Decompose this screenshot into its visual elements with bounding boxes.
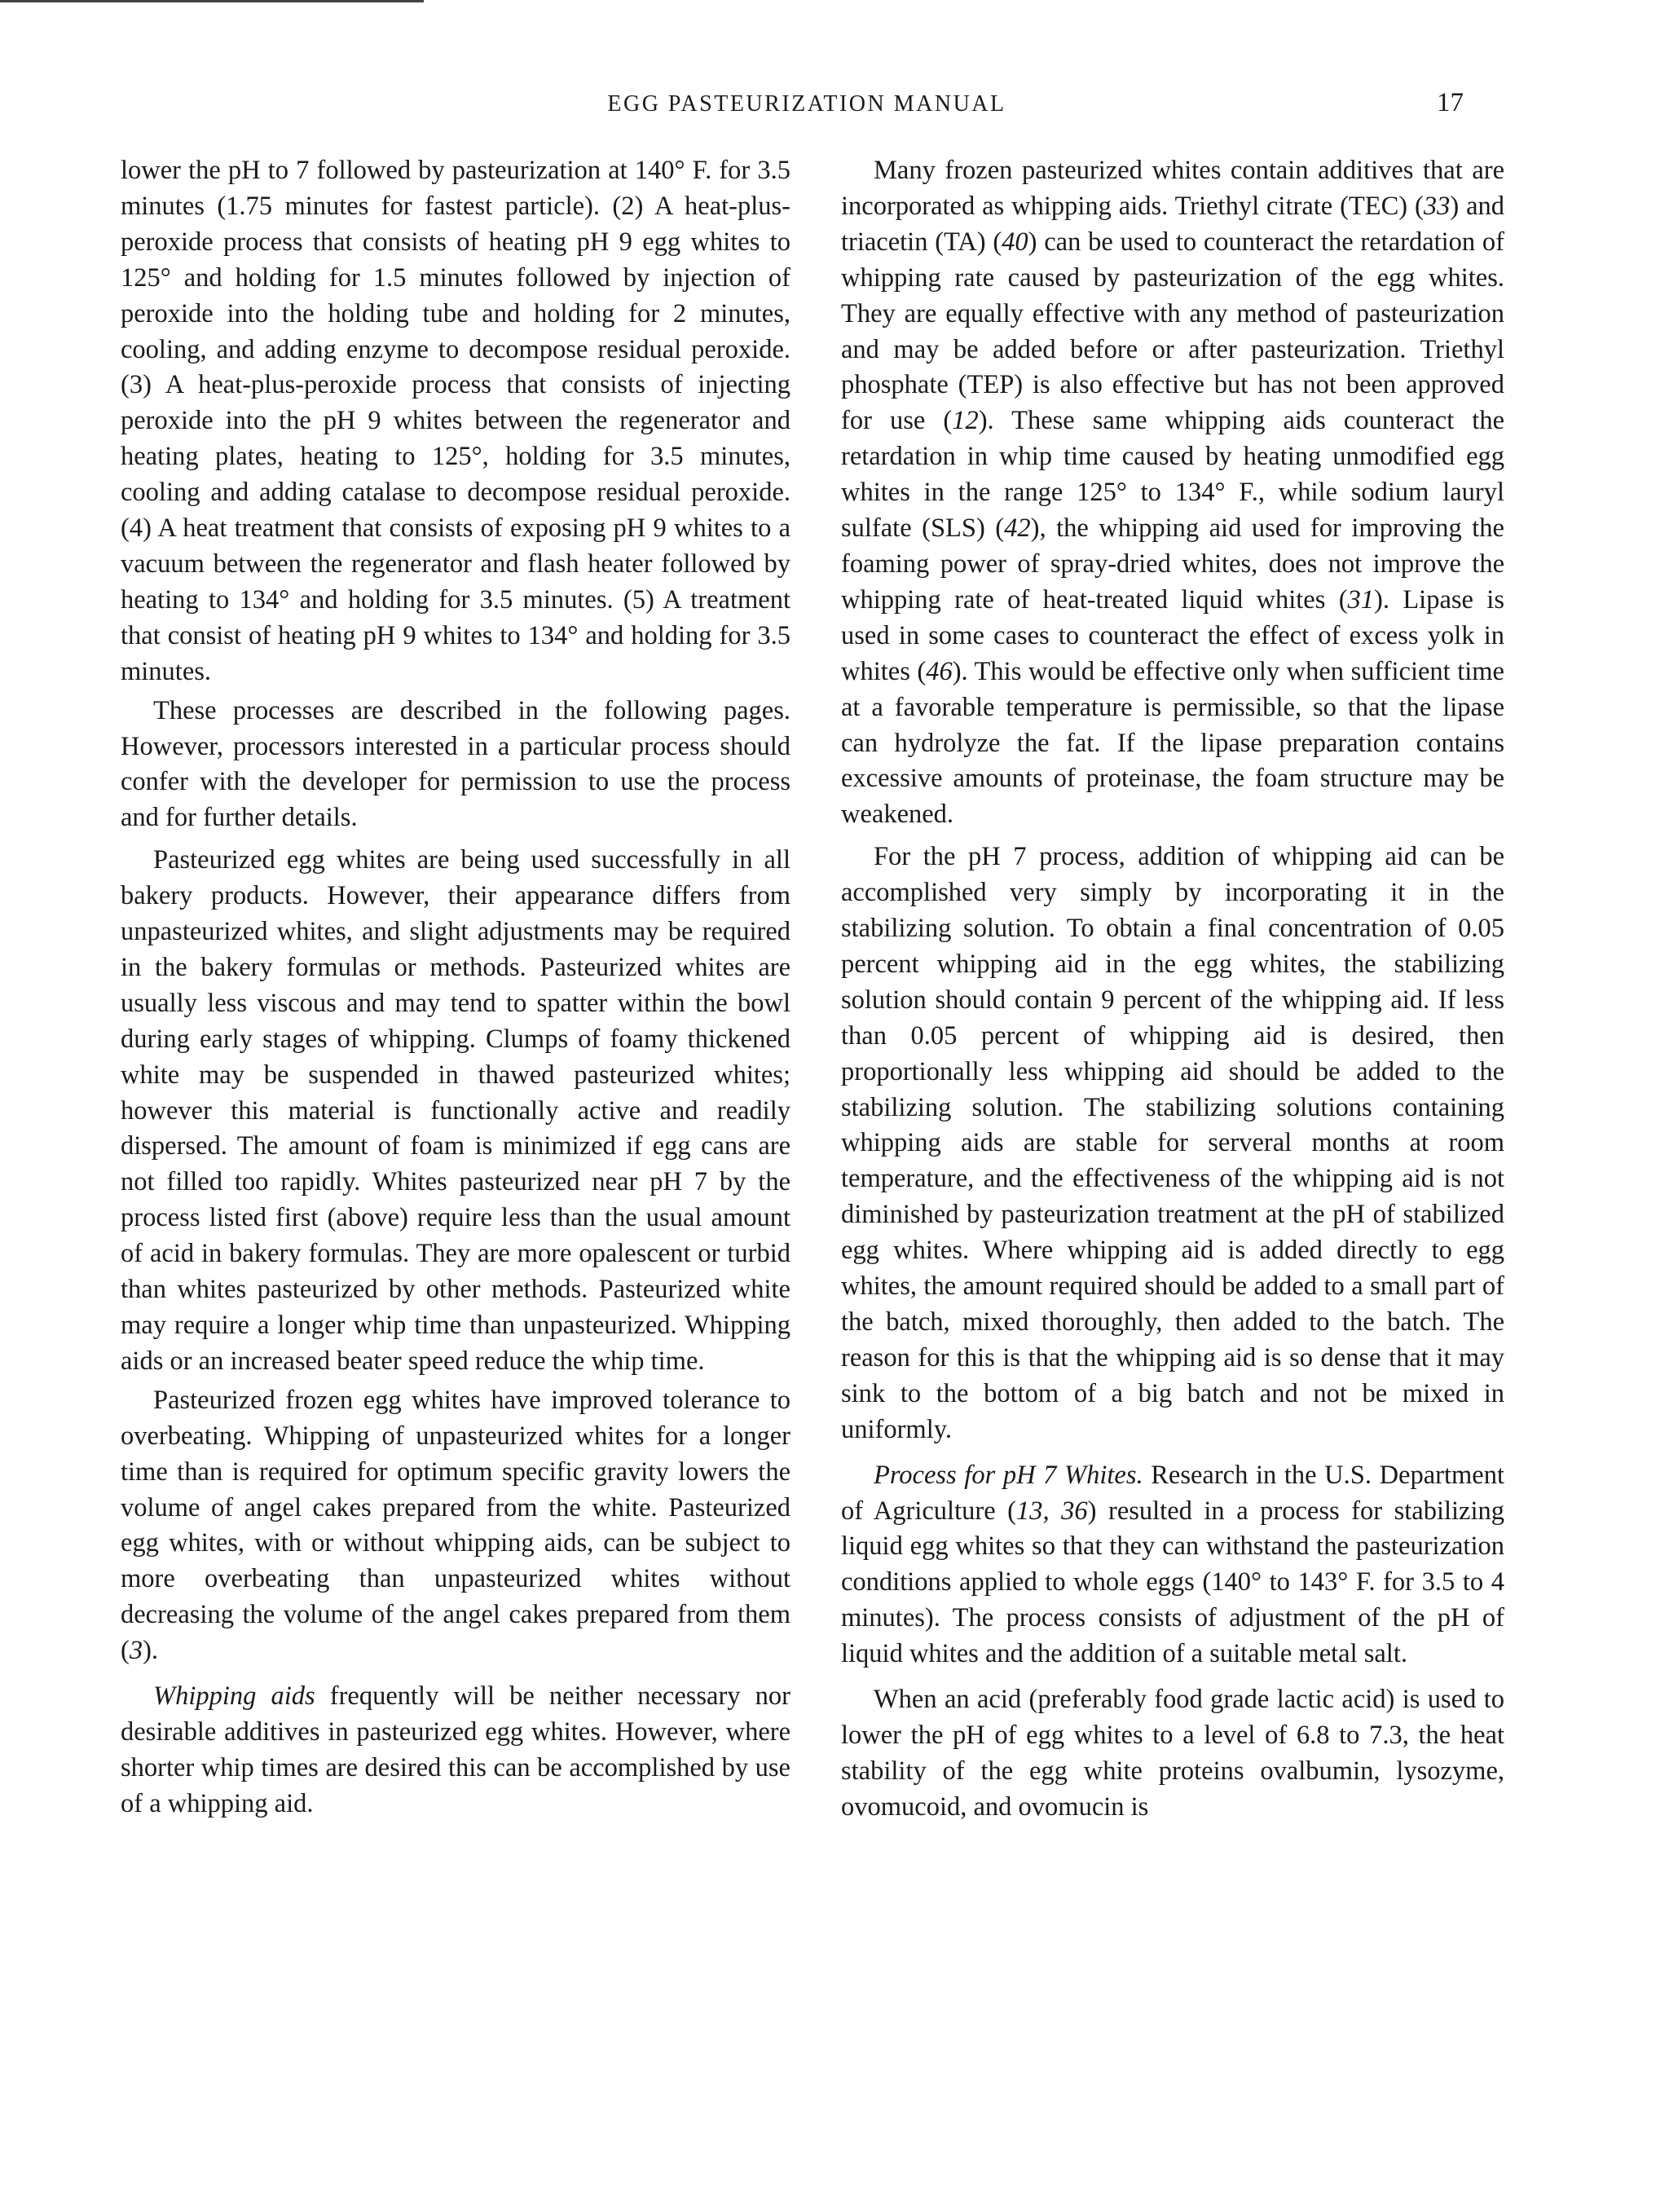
right-column bbox=[841, 153, 1504, 1829]
citation: 40 bbox=[1002, 227, 1028, 257]
paragraph-text: frequently will be neither necessary nor desirable additives in pasteurized egg whites. However, where shorter whip times are desired this can be accomplished by use of a whipping aid. bbox=[121, 1681, 790, 1818]
paragraph-text: ). This would be effective only when sufficient time at a favorable temperature is permissible, so that the lipase can hydrolyze the fat. If the lipase preparation contains excessive amounts of proteinase, the foam structure may be weakened. bbox=[841, 656, 1504, 830]
run-in-heading: Process for pH 7 Whites. bbox=[874, 1460, 1143, 1490]
paragraph-text: ). bbox=[143, 1636, 159, 1666]
citation: 33 bbox=[1423, 191, 1451, 221]
citation: 3 bbox=[129, 1636, 143, 1666]
paragraph-text: ). These same whipping aids counteract the retardation in whip time caused by heating unmodified egg whites in the range 125° to 134° F., while sodium lauryl sulfate (SLS) ( bbox=[841, 406, 1504, 544]
paragraph: Pasteurized egg whites are being used successfully in all bakery products. However, their appearance differs from unpasteurized whites, and slight adjustments may be required in the bakery formulas or methods. Pasteurized whites are usually less viscous and may tend to spatter within the bowl during early stages of whipping. Clumps of foamy thickened white may be suspended in thawed pasteurized whites; however this material is functionally active and readily dispersed. The amount of foam is minimized if egg cans are not filled too rapidly. Whites pasteurized near pH 7 by the process listed first (above) require less than the usual amount of acid in bakery formulas. They are more opalescent or turbid than whites pasteurized by other methods. Pasteurized white may require a longer whip time than unpasteurized. Whipping aids or an increased beater speed reduce the whip time. bbox=[121, 845, 790, 1376]
paragraph bbox=[841, 1458, 1504, 1672]
paragraph-text: Pasteurized frozen egg whites have improved tolerance to overbeating. Whipping of unpasteurized whites for a longer time than is required for optimum specific gravity lowers the volume of angel cakes prepared from the white. Pasteurized egg whites, with or without whipping aids, can be subject to more overbeating than unpasteurized whites without decreasing the volume of the angel cakes prepared from them ( bbox=[121, 1385, 790, 1666]
paragraph bbox=[121, 1383, 790, 1669]
citation: 42 bbox=[1004, 513, 1031, 544]
citation: 46 bbox=[926, 656, 953, 686]
run-in-heading: Whipping aids bbox=[153, 1681, 315, 1712]
paragraph: For the pH 7 process, addition of whipping aid can be accomplished very simply by incorporating it in the stabilizing solution. To obtain a final concentration of 0.05 percent whipping aid in the egg whites, the stabilizing solution should contain 9 percent of the whipping aid. If less than 0.05 percent of whipping aid is desired, then proportionally less whipping aid should be added to the stabilizing solution. The stabilizing solutions containing whipping aids are stable for serveral months at room temperature, and the effectiveness of the whipping aid is not diminished by pasteurization treatment at the pH of stabilized egg whites. Where whipping aid is added directly to egg whites, the amount required should be added to a small part of the batch, mixed thoroughly, then added to the batch. The reason for this is that the whipping aid is so dense that it may sink to the bottom of a big batch and not be mixed in uniformly. bbox=[841, 842, 1504, 1444]
paragraph bbox=[121, 1679, 790, 1822]
paragraph-text: ). Lipase is used in some cases to counteract the effect of excess yolk in whites ( bbox=[841, 584, 1504, 686]
page-number: 17 bbox=[1437, 88, 1464, 117]
paragraph-text: ) can be used to counteract the retardation of whipping rate caused by pasteurization of the egg whites. They are equally effective with any method of pasteurization and may be added before or after pasteurization. Triethyl phosphate (TEP) is also effective but has not been approved for use ( bbox=[841, 227, 1505, 436]
paragraph-text: Research in the U.S. Department of Agriculture ( bbox=[841, 1460, 1504, 1526]
paragraph: These processes are described in the following pages. However, processors interested in a particular process should confer with the developer for permission to use the process and for further details. bbox=[121, 695, 790, 833]
paragraph-text: ), the whipping aid used for improving the foaming power of spray-dried whites, does not improve the whipping rate of heat-treated liquid whites ( bbox=[841, 513, 1504, 615]
paragraph: lower the pH to 7 followed by pasteurization at 140° F. for 3.5 minutes (1.75 minutes for fastest particle). (2) A heat-plus-peroxide process that consists of heating pH 9 egg whites to 125° and holding for 1.5 minutes followed by injection of peroxide into the holding tube and holding for 2 minutes, cooling, and adding enzyme to decompose residual peroxide. (3) A heat-plus-peroxide process that consists of injecting peroxide into the pH 9 whites between the regenerator and heating plates, heating to 125°, holding for 3.5 minutes, cooling and adding catalase to decompose residual peroxide. (4) A heat treatment that consists of exposing pH 9 whites to a vacuum between the regenerator and flash heater followed by heating to 134° and holding for 3.5 minutes. (5) A treatment that consist of heating pH 9 whites to 134° and holding for 3.5 minutes. bbox=[121, 156, 790, 686]
running-head bbox=[0, 88, 1669, 121]
running-title: EGG PASTEURIZATION MANUAL bbox=[607, 91, 1006, 117]
left-column bbox=[121, 153, 790, 1826]
citation: 12 bbox=[952, 406, 979, 436]
paragraph: When an acid (preferably food grade lactic acid) is used to lower the pH of egg whites to a level of 6.8 to 7.3, the heat stability of the egg white proteins ovalbumin, lysozyme, ovomucoid, and ovomucin is bbox=[841, 1685, 1504, 1822]
citation: 13, 36 bbox=[1015, 1496, 1088, 1526]
paragraph-text: ) resulted in a process for stabilizing liquid egg whites so that they can withstand the pasteurization conditions applied to whole eggs (140° to 143° F. for 3.5 to 4 minutes). The process consists of adjustment of the pH of liquid whites and the addition of a suitable metal salt. bbox=[841, 1496, 1504, 1669]
paragraph-text: ) and triacetin (TA) ( bbox=[841, 191, 1505, 257]
citation: 31 bbox=[1347, 584, 1375, 615]
paragraph bbox=[841, 153, 1504, 833]
top-rule bbox=[0, 0, 424, 2]
paragraph-text: Many frozen pasteurized whites contain additives that are incorporated as whipping aids. Triethyl citrate (TEC) ( bbox=[841, 156, 1504, 221]
